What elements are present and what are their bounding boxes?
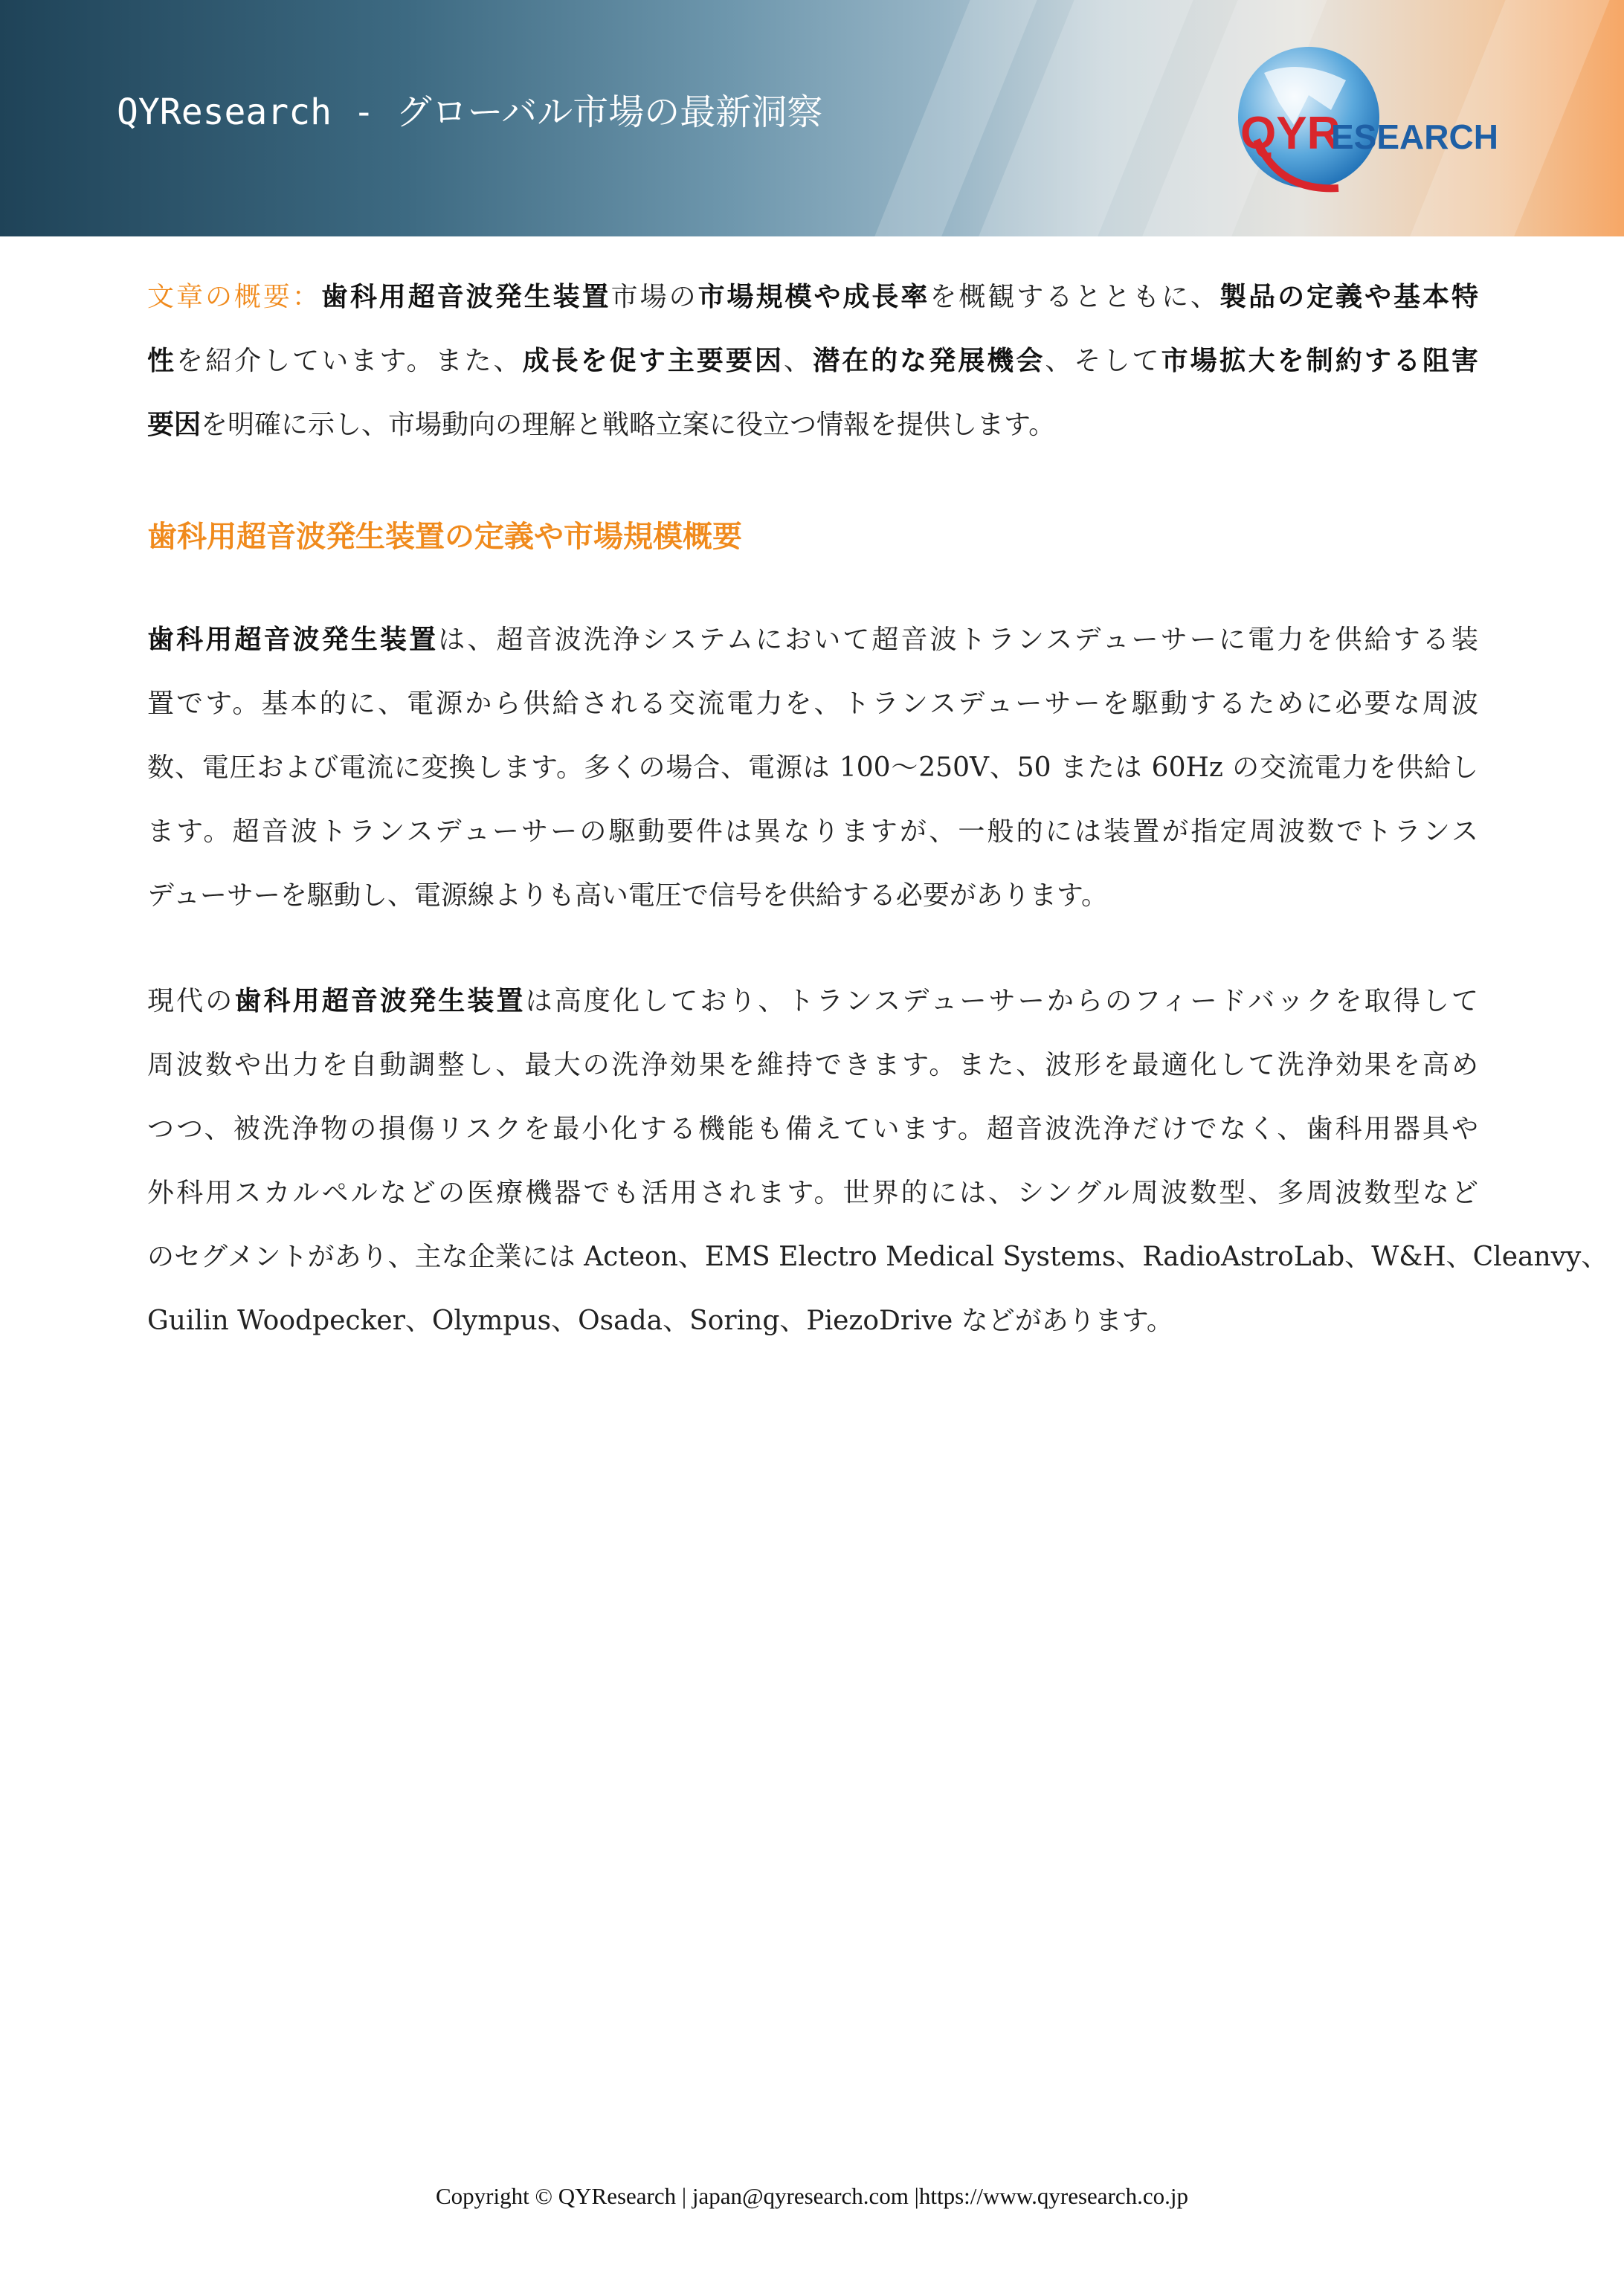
text-line — [147, 393, 1478, 457]
text-segment: 周波数や出力を自動調整し、最大の洗浄効果を維持できます。また、波形を最適化して洗浄効果を高め — [147, 1050, 1478, 1080]
text-segment: 、そして — [1045, 346, 1161, 376]
svg-text:QYR: QYR — [1240, 108, 1341, 159]
bold-keyword: 歯科用超音波発生装置 — [320, 282, 611, 312]
text-segment: ます。超音波トランスデューサーの駆動要件は異なりますが、一般的には装置が指定周波数でトランス — [147, 816, 1478, 847]
bold-keyword: 製品の定義や基本特 — [1219, 282, 1478, 312]
text-segment: を明確に示し、市場動向の理解と戦略立案に役立つ情報を提供します。 — [201, 410, 1056, 440]
text-line — [147, 1097, 1478, 1161]
text-line — [147, 864, 1478, 928]
text-segment: を概観するとともに、 — [929, 282, 1220, 312]
text-segment: を紹介しています。また、 — [176, 346, 523, 376]
bold-keyword: 成長を促す主要要因 — [522, 346, 784, 376]
text-segment: 置です。基本的に、電源から供給される交流電力を、トランスデューサーを駆動するために必要な周波 — [147, 689, 1478, 719]
text-line — [147, 1225, 1608, 1289]
section-heading: 歯科用超音波発生装置の定義や市場規模概要 — [147, 520, 742, 554]
text-line — [147, 672, 1478, 736]
text-line — [147, 736, 1478, 800]
bold-keyword: 要因 — [147, 410, 202, 440]
copyright-footer: Copyright © QYResearch | japan@qyresearch.com |https://www.qyresearch.co.jp — [435, 2183, 1188, 2209]
bold-keyword: 歯科用超音波発生装置 — [147, 625, 439, 655]
text-segment: 、 — [784, 346, 813, 376]
text-line — [147, 1161, 1478, 1225]
text-line — [147, 608, 1478, 672]
text-segment: 現代の — [147, 986, 235, 1016]
qyresearch-logo — [1234, 43, 1554, 199]
text-line — [147, 1033, 1478, 1097]
summary-label: 文章の概要： — [147, 282, 321, 312]
text-line — [147, 970, 1478, 1033]
text-line — [147, 1289, 1478, 1353]
market-paragraph — [147, 970, 1608, 1353]
svg-text:ESEARCH: ESEARCH — [1331, 117, 1498, 156]
page-header-banner — [0, 0, 1624, 236]
text-line — [147, 329, 1478, 393]
bold-keyword: 歯科用超音波発生装置 — [234, 986, 526, 1016]
text-segment: は、超音波洗浄システムにおいて超音波トランスデューサーに電力を供給する装 — [438, 625, 1478, 655]
text-segment: は高度化しており、トランスデューサーからのフィードバックを取得して — [525, 986, 1478, 1016]
bold-keyword: 市場規模や成長率 — [697, 282, 930, 312]
text-segment: のセグメントがあり、主な企業には Acteon、EMS Electro Medical Systems、RadioAstroLab、W&H、Cleanvy、 — [147, 1242, 1608, 1272]
definition-paragraph — [147, 608, 1478, 928]
text-segment: つつ、被洗浄物の損傷リスクを最小化する機能も備えています。超音波洗浄だけでなく、歯科用器具や — [147, 1114, 1478, 1144]
bold-keyword: 潜在的な発展機会 — [813, 346, 1045, 376]
text-line — [147, 265, 1478, 329]
summary-paragraph — [147, 265, 1478, 457]
text-segment: デューサーを駆動し、電源線よりも高い電圧で信号を供給する必要があります。 — [147, 880, 1109, 911]
bold-keyword: 市場拡大を制約する阻害 — [1161, 346, 1478, 376]
text-line — [147, 800, 1478, 864]
bold-keyword: 性 — [147, 346, 177, 376]
text-segment: 数、電圧および電流に変換します。多くの場合、電源は 100～250V、50 または 60Hz の交流電力を供給し — [147, 752, 1478, 783]
text-segment: Guilin Woodpecker、Olympus、Osada、Soring、PiezoDrive などがあります。 — [147, 1306, 1173, 1336]
page-title: QYResearch - グローバル市場の最新洞察 — [117, 91, 823, 133]
text-segment: 市場の — [610, 282, 698, 312]
text-segment: 外科用スカルペルなどの医療機器でも活用されます。世界的には、シングル周波数型、多周波数型など — [147, 1178, 1478, 1208]
